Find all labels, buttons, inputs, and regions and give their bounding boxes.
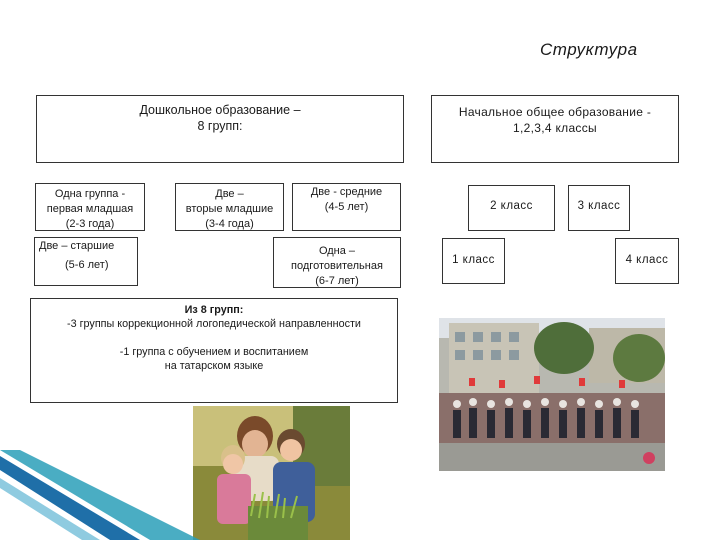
class-box-3: 3 класс: [568, 185, 630, 231]
group-text: Одна –: [318, 245, 356, 257]
primary-header-box: [431, 95, 679, 163]
group-box-senior: [34, 237, 138, 286]
group-text: (3-4 года): [205, 218, 254, 230]
group-text: Одна группа -: [54, 188, 126, 200]
group-text: (5-6 лет): [65, 259, 109, 271]
group-text: (6-7 лет): [315, 275, 359, 287]
group-box-preparatory: [273, 237, 401, 288]
note-line: на татарском языке: [164, 360, 264, 372]
note-heading: Из 8 групп:: [184, 304, 244, 316]
note-line: -1 группа с обучением и воспитанием: [119, 346, 309, 358]
group-box-junior-second: [175, 183, 284, 231]
group-text: (4-5 лет): [324, 201, 369, 213]
preschool-header-line1: Дошкольное образование –: [139, 103, 301, 117]
group-text: Две - средние: [310, 186, 383, 198]
school-ceremony-photo: [439, 318, 665, 471]
group-text: подготовительная: [291, 260, 383, 272]
groups-note-box: [30, 298, 398, 403]
preschool-header-box: [36, 95, 404, 163]
group-box-junior-first: [35, 183, 145, 231]
class-box-4: 4 класс: [615, 238, 679, 284]
primary-header-line2: 1,2,3,4 классы: [513, 121, 597, 135]
class-box-1: 1 класс: [442, 238, 505, 284]
children-planting-photo: [193, 406, 350, 540]
preschool-header-line2: 8 групп:: [197, 119, 243, 133]
page-title: Структура: [540, 40, 638, 59]
decorative-stripes: [0, 440, 200, 540]
group-text: Две –: [215, 188, 244, 200]
group-box-middle: [292, 183, 401, 231]
note-line: -3 группы коррекционной логопедической направленности: [67, 318, 361, 330]
class-box-2: 2 класс: [468, 185, 555, 231]
group-text: (2-3 года): [65, 218, 115, 230]
primary-header-line1: Начальное общее образование -: [458, 105, 652, 119]
group-text: первая младшая: [46, 203, 134, 215]
group-text: Две – старшие: [39, 240, 115, 252]
group-text: вторые младшие: [185, 203, 274, 215]
